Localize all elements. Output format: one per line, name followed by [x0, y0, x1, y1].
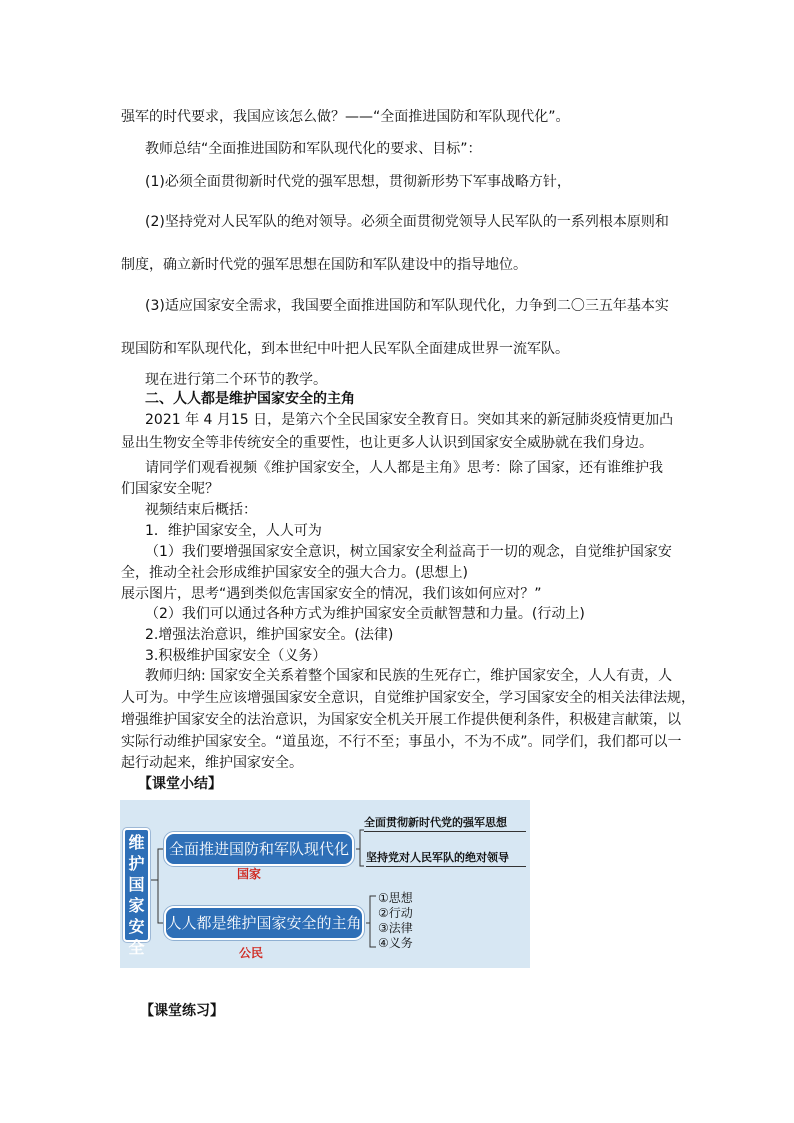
- paragraph: 2.增强法治意识，维护国家安全。(法律): [145, 627, 394, 643]
- connector-branch1-point2: [360, 849, 364, 866]
- paragraph: 现在进行第二个环节的教学。: [145, 372, 327, 388]
- paragraph: 们国家安全呢？: [121, 481, 219, 497]
- paragraph: 实际行动维护国家安全。“道虽迩，不行不至；事虽小，不为不成”。同学们，我们都可以一: [121, 734, 682, 750]
- paragraph: (2)坚持党对人民军队的绝对领导。必须全面贯彻党领导人民军队的一系列根本原则和: [145, 214, 669, 230]
- branch-national-defense-label: 国家: [237, 867, 262, 881]
- root-box: [123, 828, 150, 957]
- paragraph: 展示图片，思考“遇到类似危害国家安全的情况，我们该如何应对？”: [121, 586, 542, 602]
- paragraph: 2021 年 4 月15 日，是第六个全民国家安全教育日。突如其来的新冠肺炎疫情更加凸: [145, 412, 674, 428]
- paragraph: 起行动起来，维护国家安全。: [121, 755, 303, 771]
- paragraph: 显出生物安全等非传统安全的重要性，也让更多人认识到国家安全威胁就在我们身边。: [121, 435, 653, 451]
- section-summary-heading: 【课堂小结】: [138, 776, 222, 792]
- branch-national-defense: 全面推进国防和军队现代化: [164, 832, 354, 866]
- root-char: 护: [128, 854, 145, 873]
- branch-citizen-role: 人人都是维护国家安全的主角: [164, 906, 364, 940]
- branch2-point: ④义务: [378, 936, 413, 950]
- root-char: 全: [128, 938, 145, 957]
- summary-diagram: [120, 800, 530, 968]
- root-char: 家: [128, 896, 145, 915]
- branch2-point: ③法律: [378, 921, 413, 935]
- paragraph: （2）我们可以通过各种方式为维护国家安全贡献智慧和力量。(行动上): [145, 606, 585, 622]
- connector-branch2-top: [366, 896, 376, 923]
- paragraph: 请同学们观看视频《维护国家安全，人人都是主角》思考：除了国家，还有谁维护我: [145, 460, 663, 476]
- branch1-point: 坚持党对人民军队的绝对领导: [366, 851, 509, 864]
- connector-branch1-point1: [356, 830, 364, 849]
- root-char: 国: [128, 875, 145, 894]
- branch-citizen-label: 公民: [239, 946, 264, 960]
- root-char: 维: [128, 833, 145, 852]
- paragraph: 教师归纳: 国家安全关系着整个国家和民族的生死存亡，维护国家安全，人人有责，人: [145, 668, 673, 684]
- branch2-point: ①思想: [378, 891, 413, 905]
- paragraph: 3.积极维护国家安全（义务）: [145, 648, 327, 664]
- paragraph: 1．维护国家安全，人人可为: [145, 523, 322, 539]
- paragraph: 全，推动全社会形成维护国家安全的强大合力。(思想上): [121, 565, 468, 581]
- branch1-point: 全面贯彻新时代党的强军思想: [364, 816, 507, 829]
- paragraph: 强军的时代要求，我国应该怎么做？——“全面推进国防和军队现代化”。: [121, 109, 570, 125]
- branch2-points: [378, 891, 413, 951]
- paragraph: (3)适应国家安全需求，我国要全面推进国防和军队现代化，力争到二〇三五年基本实: [145, 298, 669, 314]
- section-exercise-heading: 【课堂练习】: [140, 1003, 224, 1019]
- underline: [366, 866, 526, 867]
- connector-root-branch1: [150, 849, 164, 880]
- connector-branch2-bottom: [370, 923, 376, 947]
- paragraph: 现国防和军队现代化，到本世纪中叶把人民军队全面建成世界一流军队。: [121, 341, 569, 357]
- paragraph: （1）我们要增强国家安全意识，树立国家安全利益高于一切的观念，自觉维护国家安: [145, 544, 672, 560]
- branch2-point: ②行动: [378, 906, 413, 920]
- underline: [364, 831, 526, 832]
- paragraph: 教师总结“全面推进国防和军队现代化的要求、目标”：: [145, 141, 482, 157]
- section-heading: 二、人人都是维护国家安全的主角: [145, 391, 355, 407]
- paragraph: 人可为。中学生应该增强国家安全意识，自觉维护国家安全，学习国家安全的相关法律法规，: [121, 690, 695, 706]
- paragraph: 增强维护国家安全的法治意识，为国家安全机关开展工作提供便利条件，积极建言献策，以: [121, 712, 681, 728]
- paragraph: 制度，确立新时代党的强军思想在国防和军队建设中的指导地位。: [121, 257, 527, 273]
- paragraph: (1)必须全面贯彻新时代党的强军思想，贯彻新形势下军事战略方针，: [145, 174, 571, 190]
- root-char: 安: [128, 917, 145, 936]
- paragraph: 视频结束后概括：: [145, 502, 257, 518]
